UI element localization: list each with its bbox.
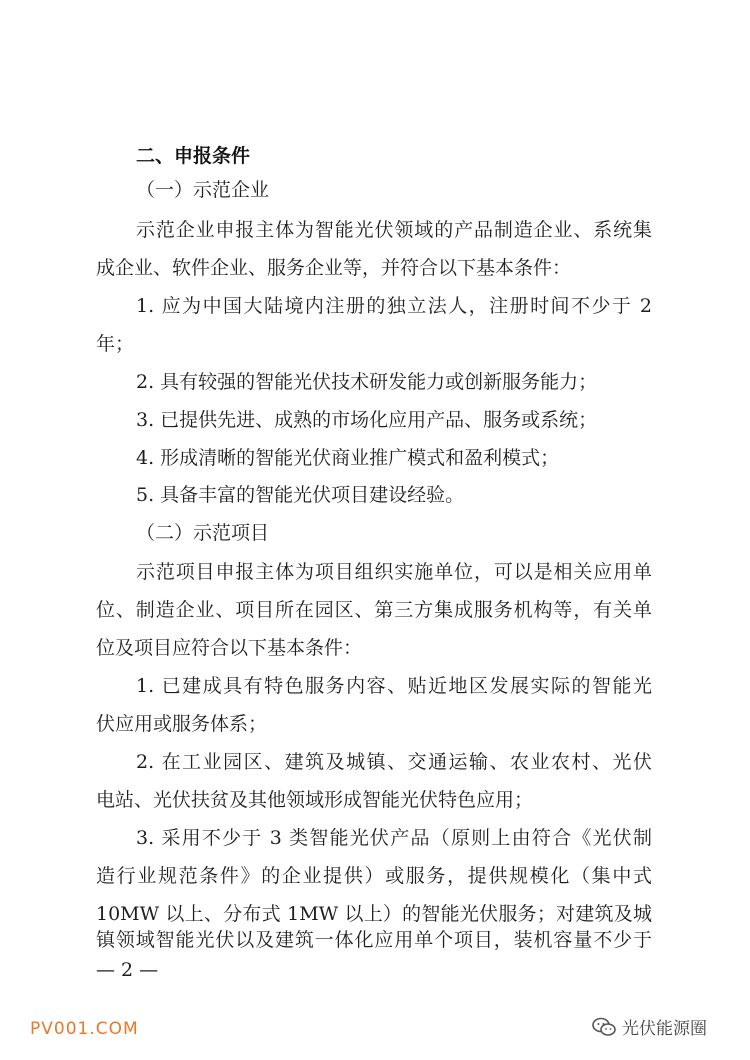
list-item: 1. 应为中国大陆境内注册的独立法人，注册时间不少于 2 — [136, 295, 652, 317]
paragraph-line: 示范企业申报主体为智能光伏领域的产品制造企业、系统集 — [136, 219, 652, 241]
paragraph-line: 成企业、软件企业、服务企业等，并符合以下基本条件： — [96, 257, 572, 279]
paragraph-line: 示范项目申报主体为项目组织实施单位，可以是相关应用单 — [136, 561, 652, 583]
paragraph-line: 位、制造企业、项目所在园区、第三方集成服务机构等，有关单 — [96, 599, 652, 621]
list-item: 3. 已提供先进、成熟的市场化应用产品、服务或系统； — [136, 409, 598, 431]
watermark-site: PV001.COM — [30, 1019, 139, 1039]
watermark-account-name: 光伏能源圈 — [622, 1019, 707, 1039]
list-item-continuation: 镇领域智能光伏以及建筑一体化应用单个项目，装机容量不少于 — [96, 929, 652, 951]
list-item: 3. 采用不少于 3 类智能光伏产品（原则上由符合《光伏制 — [136, 827, 652, 849]
section-heading: 二、申报条件 — [136, 145, 251, 167]
list-item-continuation: 年； — [96, 333, 135, 355]
list-item: 2. 具有较强的智能光伏技术研发能力或创新服务能力； — [136, 371, 598, 393]
paragraph-line: 位及项目应符合以下基本条件： — [96, 637, 363, 659]
list-item-continuation: 10MW 以上、分布式 1MW 以上）的智能光伏服务；对建筑及城 — [96, 903, 652, 925]
subsection-title-enterprise: （一）示范企业 — [136, 179, 270, 201]
list-item-continuation: 电站、光伏扶贫及其他领域形成智能光伏特色应用； — [96, 789, 534, 811]
list-item-continuation: 造行业规范条件》的企业提供）或服务，提供规模化（集中式 — [96, 865, 652, 887]
list-item: 5. 具备丰富的智能光伏项目建设经验。 — [136, 484, 465, 506]
list-item: 1. 已建成具有特色服务内容、贴近地区发展实际的智能光 — [136, 675, 652, 697]
list-item: 2. 在工业园区、建筑及城镇、交通运输、农业农村、光伏 — [136, 751, 652, 773]
page-number: — 2 — — [96, 959, 159, 981]
wechat-icon — [592, 1017, 616, 1037]
subsection-title-project: （二）示范项目 — [136, 522, 270, 544]
watermark-account — [592, 1014, 707, 1039]
list-item: 4. 形成清晰的智能光伏商业推广模式和盈利模式； — [136, 447, 560, 469]
list-item-continuation: 伏应用或服务体系； — [96, 713, 268, 735]
